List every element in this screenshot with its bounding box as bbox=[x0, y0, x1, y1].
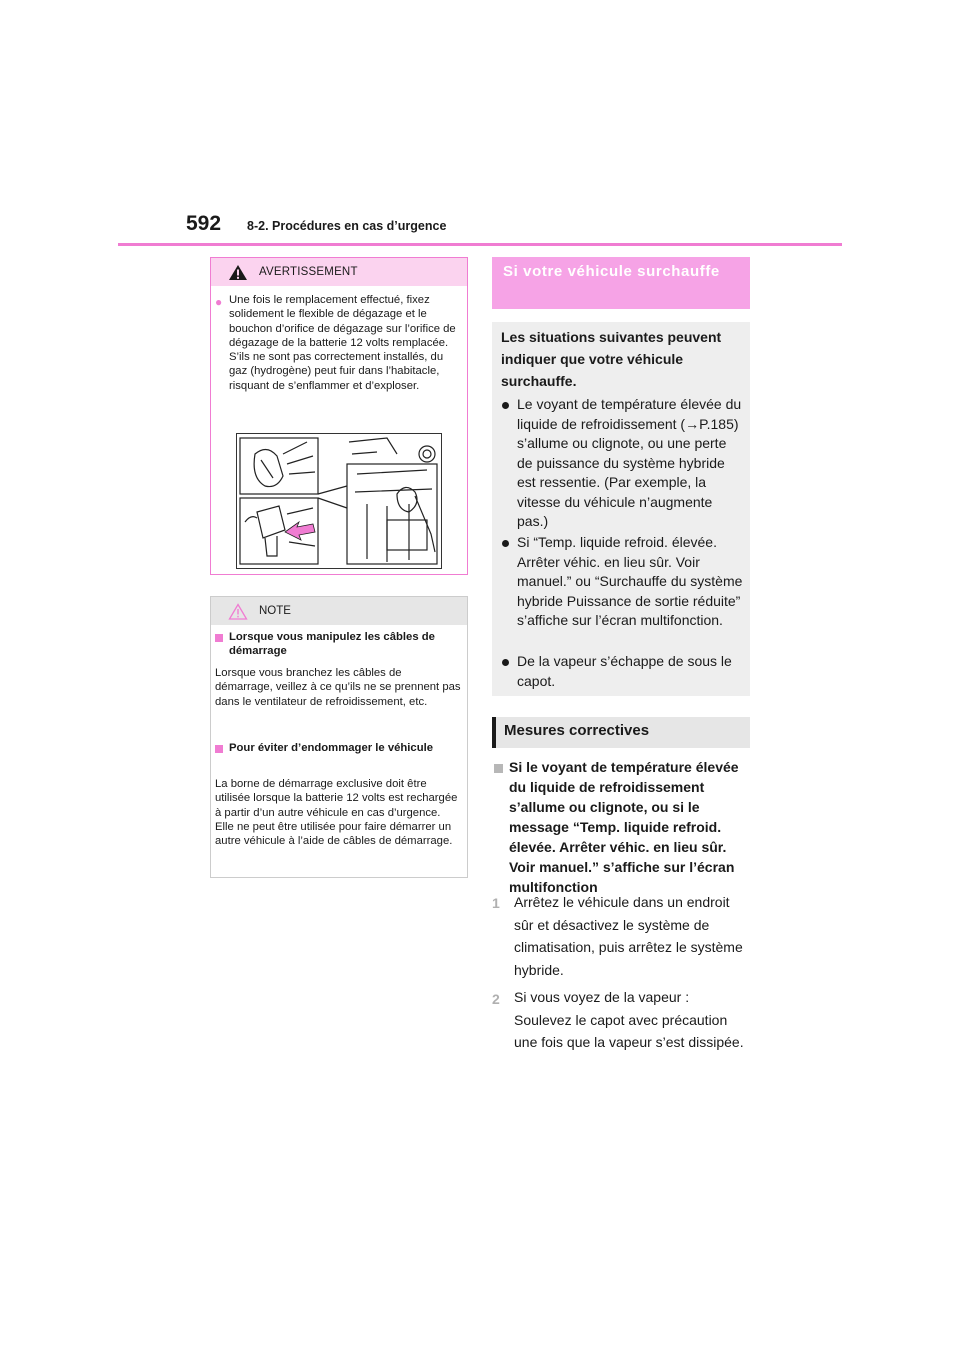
step-text-2: Si vous voyez de la vapeur : Soulevez le capot avec précaution une fois que la vapeur s’est dissipée. bbox=[514, 989, 744, 1050]
header-rule bbox=[118, 243, 842, 246]
battery-vent-illustration bbox=[236, 433, 442, 569]
warning-text: Une fois le remplacement effectué, fixez solidement le flexible de dégazage et le bouchon d’orifice de dégazage sur l’orifice de dégazage de la batterie 12 volts remplacée. S’ils ne sont pas correctement installés, du gaz (hydrogène) peut fuir dans l’habitacle, risquant de s’enflammer et d’exploser. bbox=[229, 294, 456, 392]
condition-square-bullet-icon bbox=[494, 764, 503, 773]
note-square-bullet-icon bbox=[215, 745, 223, 753]
step-text-1: Arrêtez le véhicule dans un endroit sûr et désactivez le système de climatisation, puis arrêtez le système hybride. bbox=[514, 894, 743, 978]
note-heading-avoid-damage: Pour éviter d’endommager le véhicule bbox=[229, 742, 434, 754]
note-square-bullet-icon bbox=[215, 634, 223, 642]
bullet-dot-icon bbox=[502, 659, 509, 666]
warning-bullet-icon: ● bbox=[215, 295, 223, 309]
note-text-avoid-damage: La borne de démarrage exclusive doit être utilisée lorsque la batterie 12 volts est rechargée à partir d’un autre véhicule en cas d’urgence. Elle ne peut être utilisée pour faire démarrer un autre véhicule à l’aide de câbles de démarrage. bbox=[215, 778, 458, 848]
overheat-intro: Les situations suivantes peuvent indiquer que votre véhicule surchauffe. bbox=[501, 329, 722, 389]
symptom-item-3: De la vapeur s’échappe de sous le capot. bbox=[517, 653, 732, 689]
measures-section-banner bbox=[492, 717, 750, 748]
step-number-2: 2 bbox=[492, 991, 500, 1007]
warning-title: AVERTISSEMENT bbox=[259, 266, 358, 278]
overheat-symptoms-panel bbox=[492, 322, 750, 696]
step-number-1: 1 bbox=[492, 895, 500, 911]
overheat-section-banner bbox=[492, 257, 750, 309]
condition-heading: Si le voyant de température élevée du liquide de refroidissement s’allume ou clignote, ou si le message “Temp. liquide refroid. élevée. Arrêter véhic. en lieu sûr. Voir manuel.” s’affiche sur l’écran multifonction bbox=[509, 759, 739, 895]
note-title: NOTE bbox=[259, 605, 291, 617]
measures-section-title: Mesures correctives bbox=[504, 722, 650, 739]
section-title: 8-2. Procédures en cas d’urgence bbox=[247, 219, 447, 233]
note-heading-jumper-cables: Lorsque vous manipulez les câbles de démarrage bbox=[229, 631, 435, 658]
note-box bbox=[210, 596, 468, 878]
warning-triangle-icon bbox=[228, 264, 248, 281]
engine-bay-drawing bbox=[237, 434, 441, 568]
note-text-jumper-cables: Lorsque vous branchez les câbles de démarrage, veillez à ce qu’ils ne se prennent pas dans le ventilateur de refroidissement, etc. bbox=[215, 667, 461, 708]
bullet-dot-icon bbox=[502, 540, 509, 547]
bullet-dot-icon bbox=[502, 402, 509, 409]
note-header bbox=[211, 597, 467, 625]
warning-box bbox=[210, 257, 468, 575]
page-number: 592 bbox=[186, 212, 222, 235]
symptom-item-1: Le voyant de température élevée du liquide de refroidissement (→P.185) s’allume ou clignote, ou une perte de puissance du système hybride est ressentie. (Par exemple, la vitesse du véhicule n’augmente pas.) bbox=[517, 396, 742, 529]
overheat-section-title: Si votre véhicule surchauffe bbox=[503, 263, 720, 280]
symptom-item-2: Si “Temp. liquide refroid. élevée. Arrêter véhic. en lieu sûr. Voir manuel.” ou “Surchauffe du système hybride Puissance de sortie réduite” s’affiche sur l’écran multifonction. bbox=[517, 534, 743, 628]
warning-header bbox=[211, 258, 467, 286]
caution-triangle-icon bbox=[228, 603, 248, 620]
